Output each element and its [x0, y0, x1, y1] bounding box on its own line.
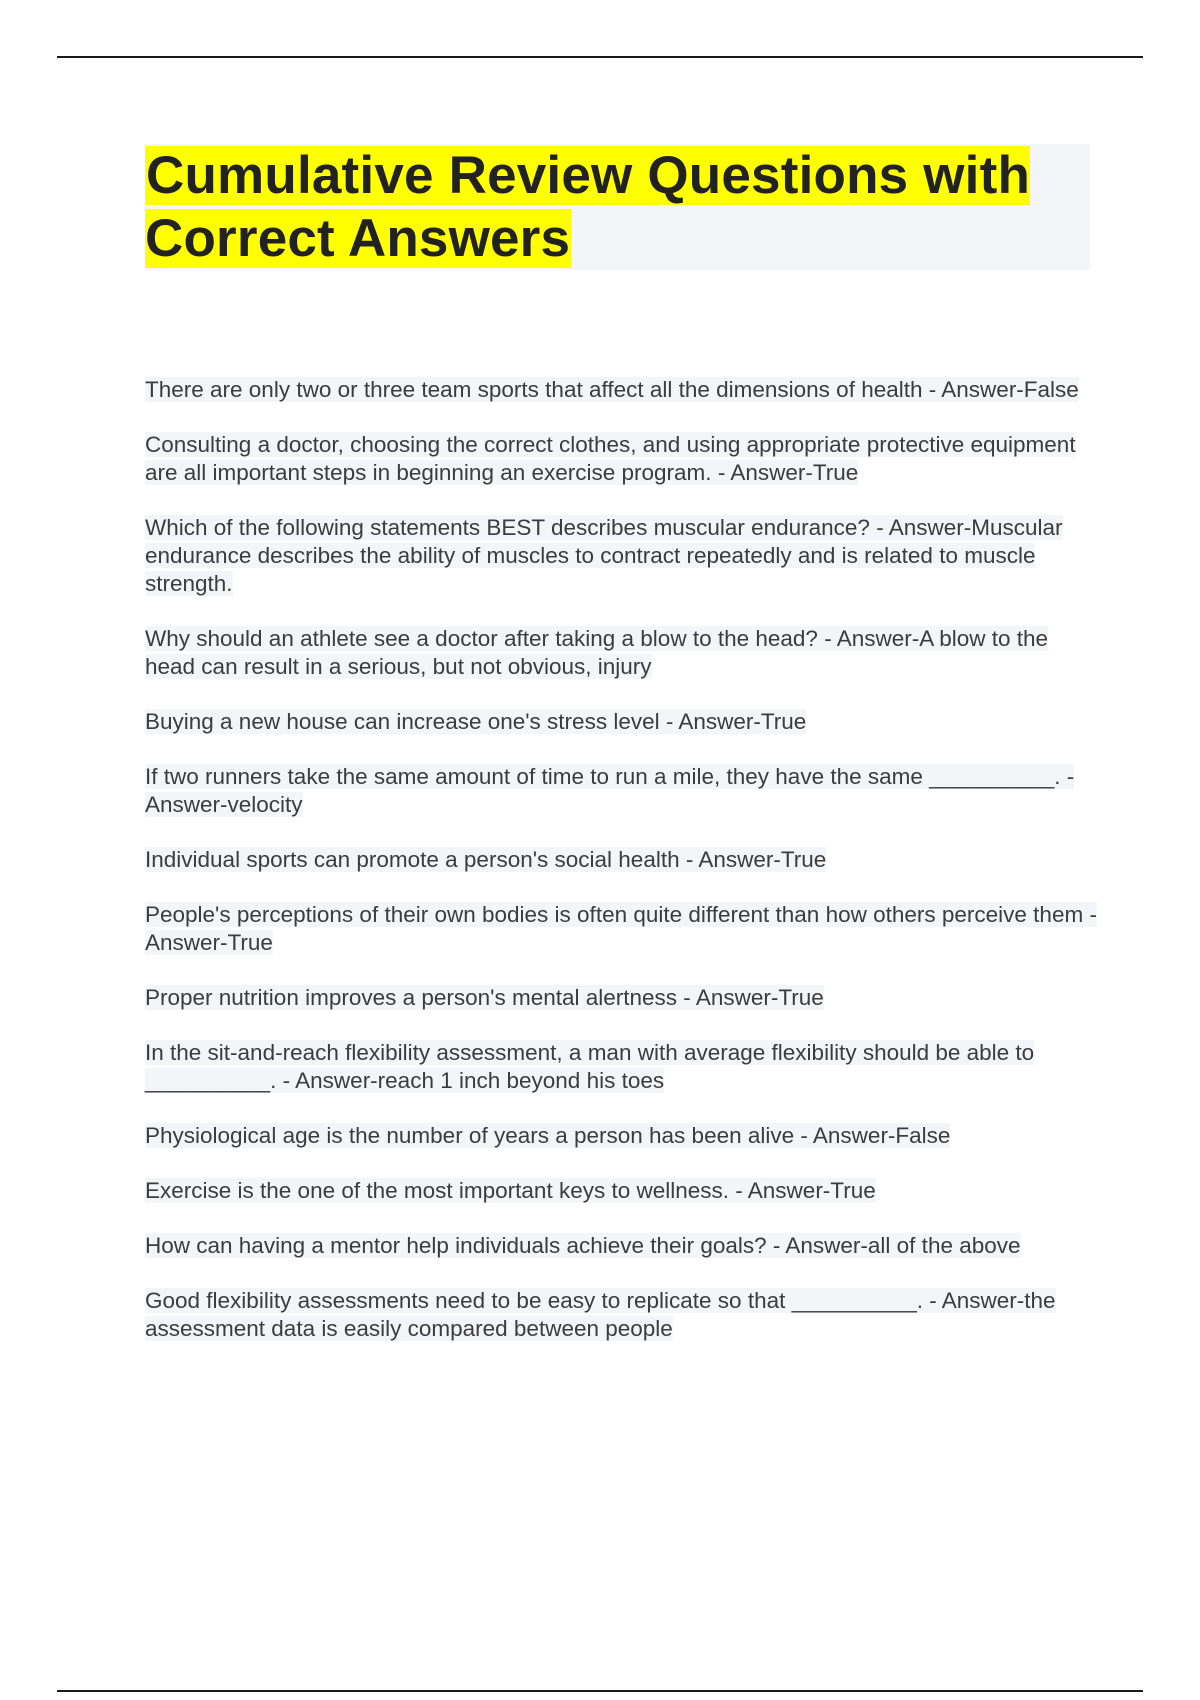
answer-text: Answer-the assessment data is easily compared between people: [145, 1288, 1056, 1341]
qa-item: [145, 1039, 1100, 1095]
qa-text: Exercise is the one of the most important keys to wellness. - Answer-True: [145, 1178, 876, 1203]
title-highlight: Cumulative Review Questions with Correct Answers: [145, 146, 1031, 268]
qa-text: If two runners take the same amount of time to run a mile, they have the same __________. - Answer-velocity: [145, 764, 1075, 817]
answer-text: Answer-True: [145, 930, 273, 955]
qa-item: [145, 984, 1100, 1012]
answer-text: Answer-velocity: [145, 792, 303, 817]
qa-text: Buying a new house can increase one's stress level - Answer-True: [145, 709, 807, 734]
qa-text: In the sit-and-reach flexibility assessment, a man with average flexibility should be able to __________. - Answer-reach 1 inch beyond his toes: [145, 1040, 1035, 1093]
answer-text: Answer-True: [678, 709, 807, 734]
qa-text: There are only two or three team sports that affect all the dimensions of health - Answer-False: [145, 377, 1079, 402]
answer-text: Answer-True: [730, 460, 859, 485]
qa-text: Individual sports can promote a person's social health - Answer-True: [145, 847, 827, 872]
answer-text: Answer-Muscular endurance describes the ability of muscles to contract repeatedly and is related to muscle strength.: [145, 515, 1063, 596]
answer-text: Answer-False: [812, 1123, 951, 1148]
qa-item: [145, 1287, 1100, 1343]
qa-text: People's perceptions of their own bodies is often quite different than how others perceive them - Answer-True: [145, 902, 1097, 955]
question-text: People's perceptions of their own bodies is often quite different than how others perceive them: [145, 902, 1084, 927]
qa-item: [145, 625, 1100, 681]
title-block: [145, 144, 1090, 270]
question-text: How can having a mentor help individuals achieve their goals?: [145, 1233, 767, 1258]
qa-item: [145, 1232, 1100, 1260]
question-text: Good flexibility assessments need to be easy to replicate so that __________.: [145, 1288, 923, 1313]
answer-text: Answer-False: [941, 377, 1079, 402]
question-text: Proper nutrition improves a person's mental alertness: [145, 985, 678, 1010]
question-text: Which of the following statements BEST describes muscular endurance?: [145, 515, 870, 540]
qa-text: Proper nutrition improves a person's mental alertness - Answer-True: [145, 985, 824, 1010]
qa-item: [145, 901, 1100, 957]
document-title: [145, 144, 1090, 270]
qa-text: Why should an athlete see a doctor after taking a blow to the head? - Answer-A blow to the head can result in a serious, but not obvious, injury: [145, 626, 1049, 679]
question-text: Why should an athlete see a doctor after taking a blow to the head?: [145, 626, 818, 651]
qa-item: [145, 1177, 1100, 1205]
question-text: Physiological age is the number of years a person has been alive: [145, 1123, 795, 1148]
question-text: There are only two or three team sports that affect all the dimensions of health: [145, 377, 923, 402]
question-text: Buying a new house can increase one's stress level: [145, 709, 660, 734]
qa-text: Which of the following statements BEST describes muscular endurance? - Answer-Muscular endurance describes the ability of muscles to contract repeatedly and is related to muscle strength.: [145, 515, 1063, 596]
question-text: Consulting a doctor, choosing the correct clothes, and using appropriate protective equipment are all important steps in beginning an exercise program.: [145, 432, 1076, 485]
qa-item: [145, 431, 1100, 487]
answer-text: Answer-True: [695, 985, 824, 1010]
qa-item: [145, 514, 1100, 598]
answer-text: Answer-True: [747, 1178, 876, 1203]
question-text: Exercise is the one of the most important keys to wellness.: [145, 1178, 730, 1203]
bottom-rule: [57, 1690, 1143, 1692]
qa-list: [145, 376, 1100, 1370]
qa-text: Good flexibility assessments need to be easy to replicate so that __________. - Answer-the assessment data is easily compared between people: [145, 1288, 1056, 1341]
answer-text: Answer-A blow to the head can result in a serious, but not obvious, injury: [145, 626, 1049, 679]
answer-text: Answer-all of the above: [785, 1233, 1021, 1258]
top-rule: [57, 56, 1143, 58]
qa-item: [145, 763, 1100, 819]
qa-item: [145, 376, 1100, 404]
qa-text: Physiological age is the number of years a person has been alive - Answer-False: [145, 1123, 951, 1148]
answer-text: Answer-reach 1 inch beyond his toes: [295, 1068, 665, 1093]
qa-item: [145, 1122, 1100, 1150]
question-text: If two runners take the same amount of time to run a mile, they have the same __________.: [145, 764, 1061, 789]
question-text: In the sit-and-reach flexibility assessment, a man with average flexibility should be able to __________.: [145, 1040, 1035, 1093]
question-text: Individual sports can promote a person's social health: [145, 847, 680, 872]
qa-item: [145, 708, 1100, 736]
qa-text: How can having a mentor help individuals achieve their goals? - Answer-all of the above: [145, 1233, 1021, 1258]
qa-item: [145, 846, 1100, 874]
qa-text: Consulting a doctor, choosing the correct clothes, and using appropriate protective equipment are all important steps in beginning an exercise program. - Answer-True: [145, 432, 1076, 485]
answer-text: Answer-True: [698, 847, 827, 872]
